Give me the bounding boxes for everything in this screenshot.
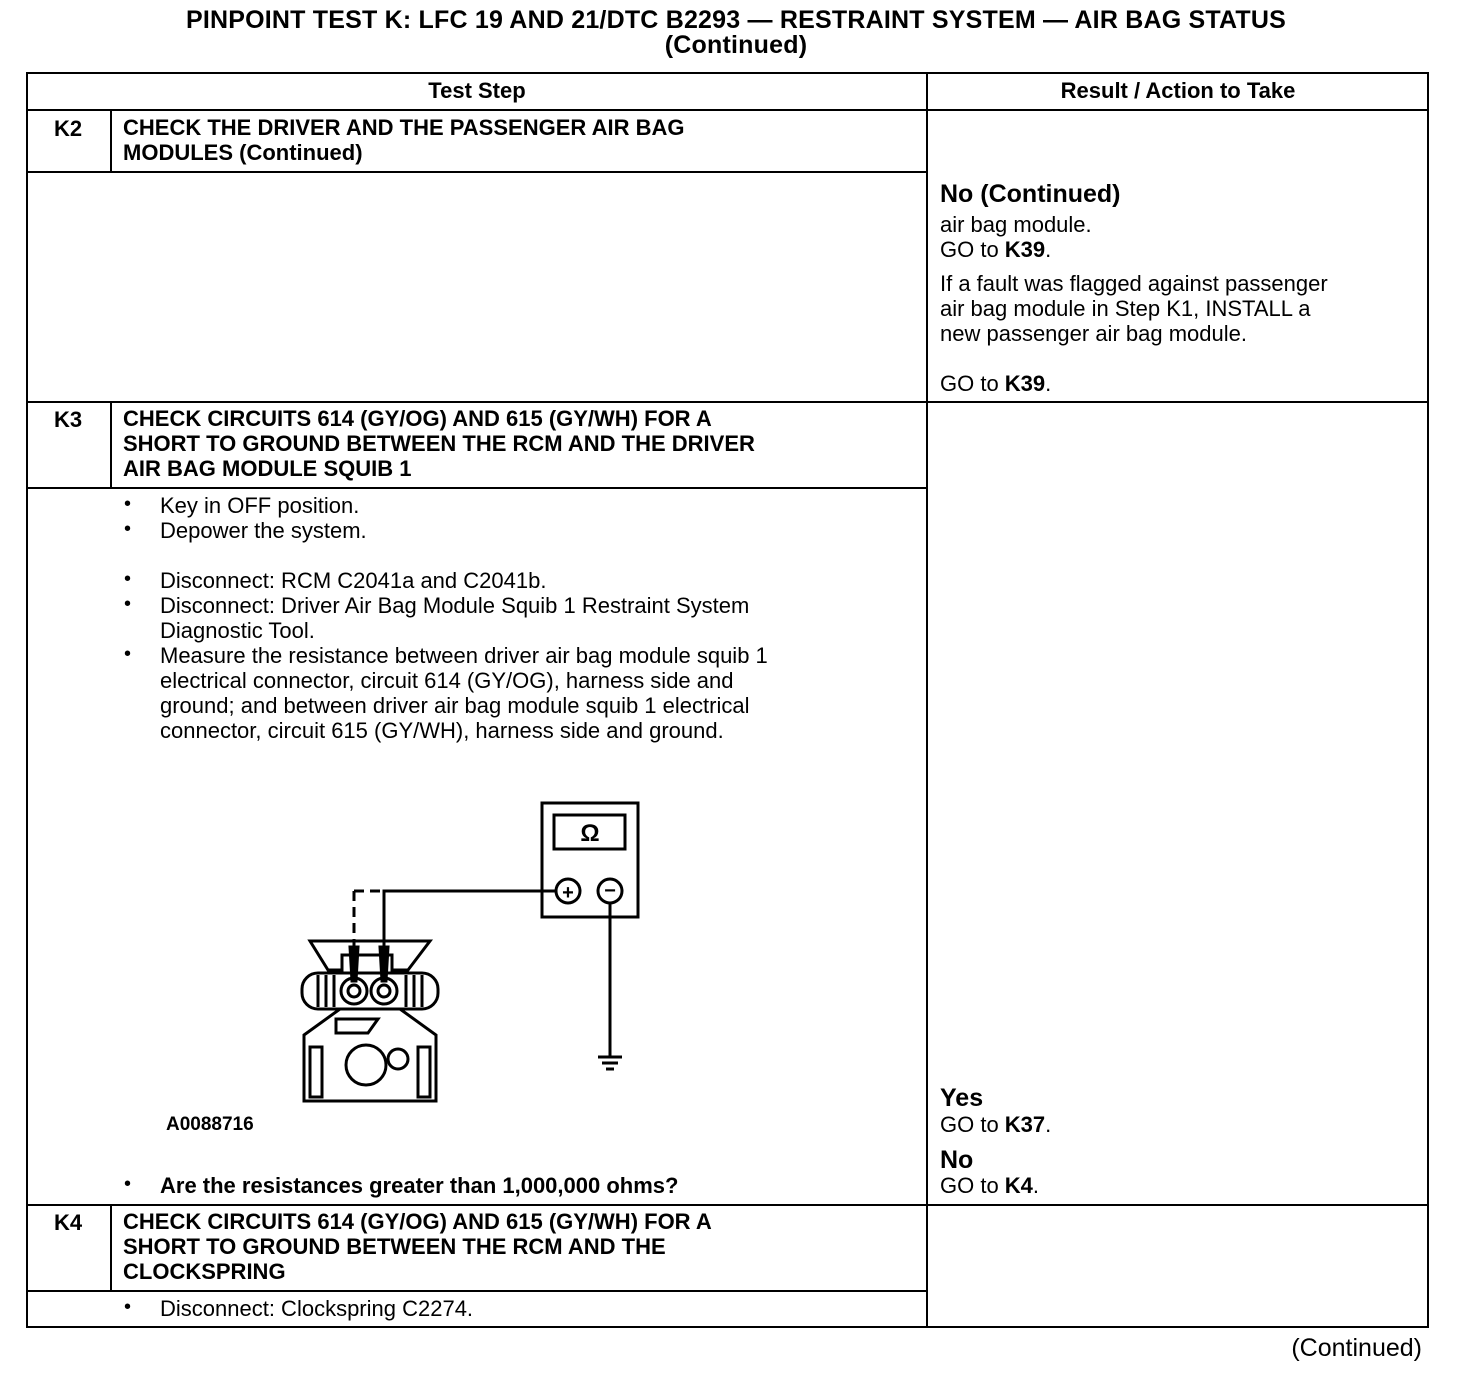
k2-heading-divider bbox=[26, 171, 928, 173]
k3-question bbox=[124, 1173, 679, 1198]
k2-result-line2: GO to K39. bbox=[940, 237, 1052, 262]
k3-no-action: GO to K4. bbox=[940, 1173, 1040, 1198]
goto-label: GO to bbox=[940, 1112, 1005, 1137]
goto-label: GO to bbox=[940, 371, 1005, 396]
k2-row-divider bbox=[26, 401, 1429, 403]
k2-result-line1: air bag module. bbox=[940, 212, 1092, 237]
header-row-divider bbox=[26, 109, 1429, 111]
ohmmeter-diagram bbox=[290, 795, 660, 1115]
k4-heading-divider bbox=[26, 1290, 928, 1292]
k3-bullet-4-line2: Diagnostic Tool. bbox=[160, 618, 315, 643]
k3-heading-line1: CHECK CIRCUITS 614 (GY/OG) AND 615 (GY/WH) FOR A bbox=[123, 406, 712, 431]
column-divider-k3-id bbox=[110, 402, 112, 488]
bullet-dot: • bbox=[124, 493, 132, 515]
step-id-k4: K4 bbox=[53, 1210, 83, 1235]
k4-heading-line1: CHECK CIRCUITS 614 (GY/OG) AND 615 (GY/WH) FOR A bbox=[123, 1209, 712, 1234]
column-divider-k4-id bbox=[110, 1205, 112, 1291]
k2-heading-line1: CHECK THE DRIVER AND THE PASSENGER AIR BAG bbox=[123, 115, 685, 140]
k3-no-head: No bbox=[940, 1146, 974, 1174]
k3-bullet-3-text: Disconnect: RCM C2041a and C2041b. bbox=[160, 568, 547, 593]
probe-2 bbox=[380, 947, 388, 981]
k2-result-line3: If a fault was flagged against passenger bbox=[940, 271, 1328, 296]
bullet-dot: • bbox=[124, 1173, 132, 1195]
bullet-dot: • bbox=[124, 1296, 132, 1318]
goto-label: GO to bbox=[940, 237, 1005, 262]
svg-text:−: − bbox=[604, 880, 616, 902]
k3-bullet-1-text: Key in OFF position. bbox=[160, 493, 360, 518]
bullet-dot: • bbox=[124, 518, 132, 540]
k2-heading-line2: MODULES (Continued) bbox=[123, 140, 363, 165]
k4-bullet-1 bbox=[124, 1296, 474, 1321]
k2-result-head: No (Continued) bbox=[940, 180, 1121, 208]
bullet-dot: • bbox=[124, 568, 132, 590]
svg-text:+: + bbox=[562, 882, 574, 904]
positive-lead bbox=[384, 891, 556, 947]
k3-bullet-5-line3: ground; and between driver air bag module squib 1 electrical bbox=[160, 693, 750, 718]
k2-goto-link-1[interactable]: K39 bbox=[1004, 237, 1046, 262]
air-bag-module-housing bbox=[304, 1009, 436, 1101]
k3-heading bbox=[123, 406, 755, 481]
k3-yes-head: Yes bbox=[940, 1084, 984, 1112]
bullet-dot: • bbox=[124, 593, 132, 615]
k2-goto-link-2[interactable]: K39 bbox=[1004, 371, 1046, 396]
k4-heading-line3: CLOCKSPRING bbox=[123, 1259, 286, 1284]
connector-shroud bbox=[310, 941, 430, 970]
page-title-line2: (Continued) bbox=[664, 31, 808, 59]
page-title bbox=[0, 8, 1472, 58]
k3-row-divider bbox=[26, 1204, 1429, 1206]
k3-heading-divider bbox=[26, 487, 928, 489]
k3-bullet-1 bbox=[124, 493, 360, 518]
page-title-line1: PINPOINT TEST K: LFC 19 AND 21/DTC B2293 — RESTRAINT SYSTEM — AIR BAG STATUS bbox=[185, 6, 1287, 34]
k4-bullet-1-text: Disconnect: Clockspring C2274. bbox=[160, 1296, 474, 1321]
step-id-k2: K2 bbox=[53, 116, 83, 141]
column-divider-result bbox=[926, 72, 928, 1328]
figure-id: A0088716 bbox=[166, 1114, 254, 1135]
ohm-symbol: Ω bbox=[580, 820, 600, 847]
k2-result-text bbox=[940, 212, 1328, 396]
k2-result-line4: air bag module in Step K1, INSTALL a bbox=[940, 296, 1311, 321]
k4-heading-line2: SHORT TO GROUND BETWEEN THE RCM AND THE bbox=[123, 1234, 666, 1259]
bullet-dot: • bbox=[124, 643, 132, 665]
k3-bullet-5-line1: Measure the resistance between driver air bag module squib 1 bbox=[160, 643, 768, 668]
k3-goto-link-yes[interactable]: K37 bbox=[1004, 1112, 1046, 1137]
k2-result-line6: GO to K39. bbox=[940, 371, 1052, 396]
k4-heading bbox=[123, 1209, 712, 1284]
k3-bullet-5-line2: electrical connector, circuit 614 (GY/OG), harness side and bbox=[160, 668, 734, 693]
k2-heading bbox=[123, 115, 684, 165]
k3-bullet-4-line1: Disconnect: Driver Air Bag Module Squib 1 Restraint System bbox=[160, 593, 750, 618]
k3-heading-line2: SHORT TO GROUND BETWEEN THE RCM AND THE DRIVER bbox=[123, 431, 755, 456]
step-id-k3: K3 bbox=[53, 407, 83, 432]
column-header-result: Result / Action to Take bbox=[1060, 78, 1296, 103]
k3-bullet-2-text: Depower the system. bbox=[160, 518, 367, 543]
k3-bullet-4 bbox=[124, 593, 750, 643]
k3-bullet-2 bbox=[124, 518, 367, 543]
k3-bullet-5-line4: connector, circuit 615 (GY/WH), harness side and ground. bbox=[160, 718, 724, 743]
k3-bullet-5 bbox=[124, 643, 768, 743]
k3-bullet-3 bbox=[124, 568, 547, 593]
k3-yes-action: GO to K37. bbox=[940, 1112, 1052, 1137]
column-header-test-step: Test Step bbox=[428, 78, 526, 103]
column-divider-k2-id bbox=[110, 110, 112, 172]
probe-1 bbox=[350, 947, 358, 981]
k3-question-text: Are the resistances greater than 1,000,000 ohms? bbox=[160, 1173, 679, 1198]
k3-goto-link-no[interactable]: K4 bbox=[1004, 1173, 1033, 1198]
continued-note: (Continued) bbox=[1291, 1334, 1422, 1362]
k3-heading-line3: AIR BAG MODULE SQUIB 1 bbox=[123, 456, 412, 481]
goto-label: GO to bbox=[940, 1173, 1005, 1198]
k2-result-line5: new passenger air bag module. bbox=[940, 321, 1247, 346]
